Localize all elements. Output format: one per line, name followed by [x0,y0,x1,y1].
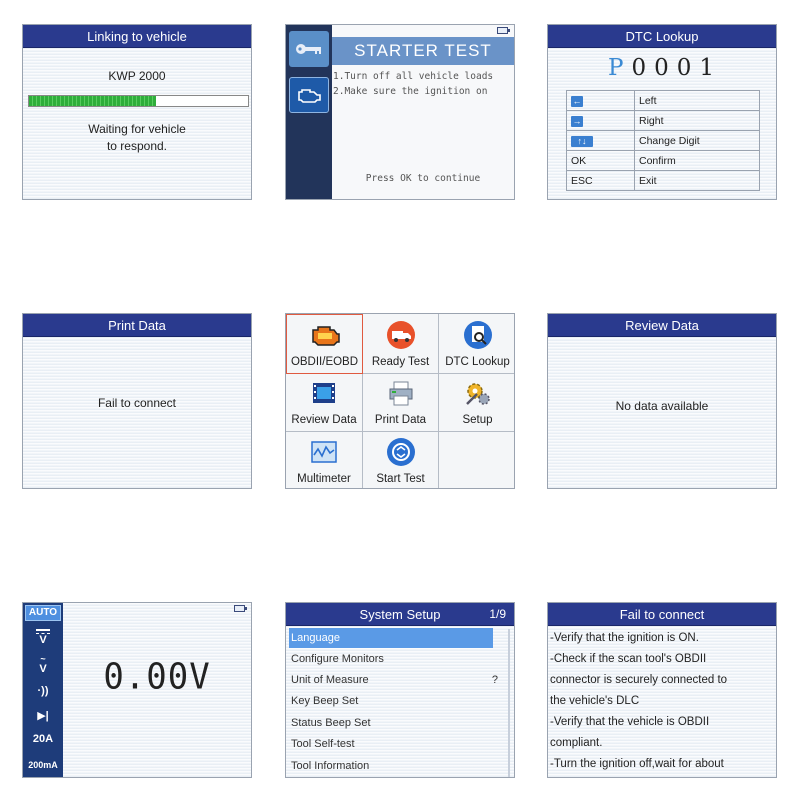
engine-icon [296,86,322,104]
waiting-message-line2: to respond. [106,139,168,153]
setup-page-indicator: 1/9 [489,607,506,621]
starter-title: STARTER TEST [332,37,514,65]
setup-item-configure-monitors[interactable]: Configure Monitors [291,653,384,665]
film-icon [309,378,339,408]
key-cell [567,91,635,111]
mode-20a[interactable]: 20A [32,733,54,745]
start-icon [386,437,416,467]
fail-line: compliant. [550,737,603,749]
meter-reading: 0.00V [103,656,211,698]
setup-item-tool-info[interactable]: Tool Information [291,760,370,772]
menu-item-ready-test[interactable] [363,314,439,374]
starter-content [332,25,514,199]
printer-icon [386,378,416,408]
fail-title-bar [548,603,776,626]
menu-item-label: Start Test [376,473,425,485]
dtc-title-bar [548,25,776,48]
waiting-message [23,121,251,155]
action-cell: Confirm [635,151,760,171]
action-cell: Exit [635,171,760,191]
key-icon [295,42,323,56]
menu-item-start-test[interactable] [363,432,439,489]
protocol-label: KWP 2000 [108,69,166,83]
print-data-screen [22,313,252,489]
setup-title-bar [286,603,514,626]
fail-line: connector is securely connected to [550,674,728,686]
system-setup-screen [285,602,515,778]
key-cell: ESC [567,171,635,191]
setup-title: System Setup [359,606,441,622]
multimeter-screen [22,602,252,778]
starter-sidebar [286,25,332,199]
meter-mode-sidebar [23,603,63,777]
setup-item-unit-of-measure[interactable]: Unit of Measure [291,674,369,686]
engine-icon [305,320,345,350]
dtc-code-digits[interactable]: 0001 [631,55,723,81]
action-cell: Right [635,111,760,131]
truck-icon [386,320,416,350]
magnifier-icon [463,320,493,350]
menu-item-print-data[interactable] [363,374,439,432]
menu-item-dtc-lookup[interactable] [439,314,515,374]
waiting-message-line1: Waiting for vehicle [88,122,186,136]
key-help-table [566,90,760,191]
arrow-left-icon: ← [572,95,582,106]
starter-test-screen [285,24,515,200]
mode-200ma[interactable]: 200mA [28,760,58,770]
main-menu-screen [285,313,515,489]
table-row [567,171,760,191]
table-row [567,151,760,171]
mode-diode[interactable]: ▶| [37,710,49,722]
print-title: Print Data [108,317,166,333]
table-row [567,131,760,151]
mode-continuity[interactable]: ·)) [37,685,49,697]
table-row [567,111,760,131]
review-title: Review Data [625,317,699,333]
link-progress-bar [28,95,249,107]
mode-ac-volts-label: V [39,663,47,675]
ac-symbol-icon: ~ [40,654,46,664]
menu-item-label: Setup [462,414,493,426]
menu-item-label: Print Data [374,414,427,426]
no-data-message: No data available [615,399,709,413]
engine-tab[interactable] [289,77,329,113]
instruction-line1: 1.Turn off all vehicle loads [333,71,494,82]
fail-instructions [550,628,727,775]
menu-item-label: Ready Test [371,356,430,368]
menu-item-label: Review Data [291,414,357,426]
table-row [567,91,760,111]
gears-icon [463,378,493,408]
menu-item-review-data[interactable] [286,374,363,432]
menu-item-setup[interactable] [439,374,515,432]
starter-instructions [333,69,493,99]
mode-ac-volts[interactable] [25,655,61,675]
press-ok-prompt: Press OK to continue [365,173,481,184]
arrow-up-down-icon: ↑↓ [571,136,593,147]
waveform-icon [309,437,339,467]
key-cell: OK [567,151,635,171]
setup-item-status-beep[interactable]: Status Beep Set [291,717,371,729]
action-cell: Change Digit [635,131,760,151]
battery-icon [497,27,508,34]
key-cell [567,131,635,151]
key-tab[interactable] [289,31,329,67]
instruction-line2: 2.Make sure the ignition on [333,86,488,97]
mode-auto[interactable]: AUTO [25,605,61,621]
dtc-code-entry[interactable] [608,55,722,81]
menu-item-label: OBDII/EOBD [290,356,359,368]
action-cell: Left [635,91,760,111]
link-progress-fill [29,96,156,106]
linking-title: Linking to vehicle [87,28,187,44]
fail-line: -Verify that the vehicle is OBDII [550,716,710,728]
review-title-bar [548,314,776,337]
fail-line: -Verify that the ignition is ON. [550,632,699,644]
fail-line: the vehicle's DLC [550,695,640,707]
dtc-lookup-screen [547,24,777,200]
setup-item-self-test[interactable]: Tool Self-test [291,738,355,750]
setup-item-language[interactable]: Language [289,628,493,648]
print-title-bar [23,314,251,337]
arrow-right-icon: → [572,115,582,126]
fail-line: -Check if the scan tool's OBDII [550,653,707,665]
linking-title-bar [23,25,251,48]
print-fail-message: Fail to connect [97,396,177,410]
menu-item-label: DTC Lookup [445,356,510,368]
fail-line: -Turn the ignition off,wait for about [550,758,724,770]
dtc-title: DTC Lookup [625,28,699,44]
unit-value-marker: ? [491,674,498,686]
dtc-code-prefix[interactable]: P [608,55,632,81]
mode-dc-volts[interactable] [25,629,61,646]
fail-to-connect-screen [547,602,777,778]
menu-item-obd[interactable] [286,314,363,374]
setup-scrollbar[interactable] [508,629,510,778]
setup-item-key-beep[interactable]: Key Beep Set [291,695,359,707]
review-data-screen [547,313,777,489]
linking-screen [22,24,252,200]
mode-dc-volts-label: V [39,634,47,646]
battery-icon [234,605,245,612]
menu-item-multimeter[interactable] [286,432,363,489]
menu-item-label: Multimeter [297,473,351,485]
key-cell [567,111,635,131]
fail-title: Fail to connect [619,606,705,622]
